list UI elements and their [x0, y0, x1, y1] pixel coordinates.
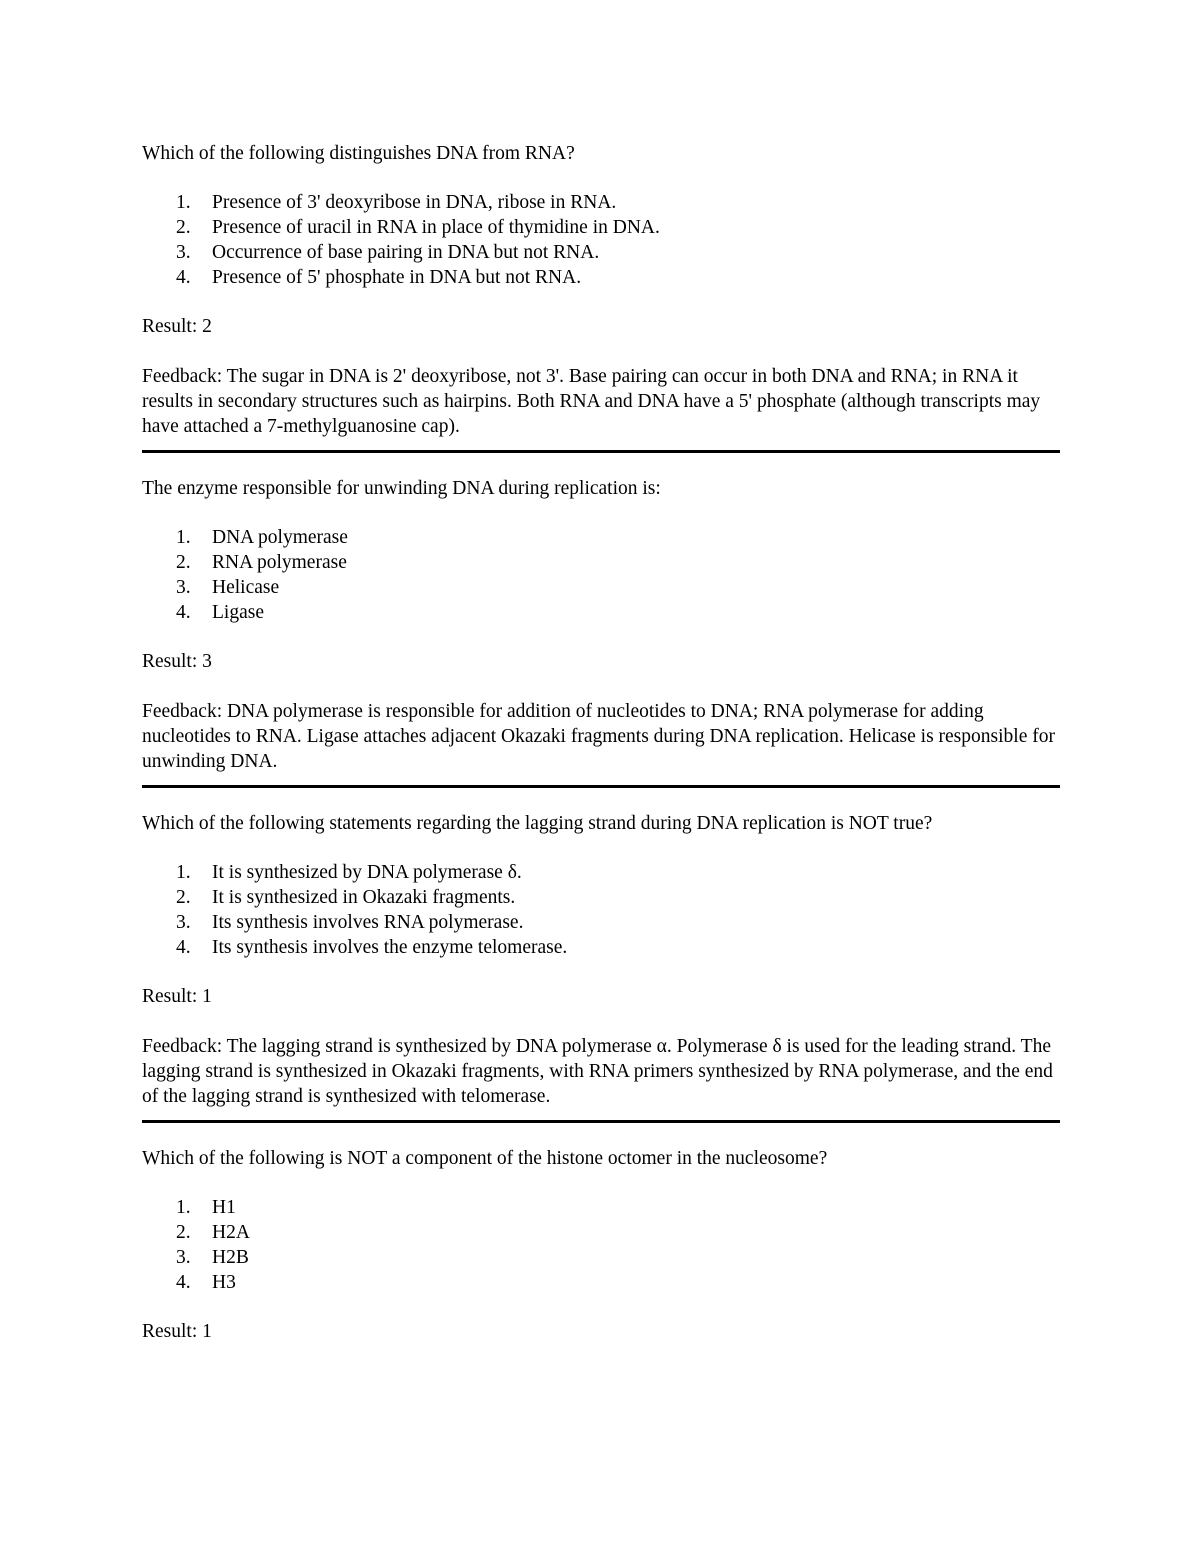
option-number: 2. — [176, 887, 191, 908]
option-text: It is synthesized in Okazaki fragments. — [212, 887, 516, 908]
question-text: The enzyme responsible for unwinding DNA during replication is: — [142, 478, 661, 499]
option-text: Presence of 3' deoxyribose in DNA, ribose in RNA. — [212, 192, 617, 213]
answer-option — [142, 1270, 1060, 1295]
option-text: Helicase — [212, 577, 280, 598]
feedback-text: Feedback: DNA polymerase is responsible for addition of nucleotides to DNA; RNA polymerase for adding nucleotides to RNA. Ligase attaches adjacent Okazaki fragments during DNA replication. Helicase is responsible for unwinding DNA. — [142, 701, 1055, 772]
answer-options — [142, 190, 1060, 290]
option-number: 2. — [176, 217, 191, 238]
answer-option — [142, 885, 1060, 910]
question-text: Which of the following statements regarding the lagging strand during DNA replication is NOT true? — [142, 813, 933, 834]
option-text: Presence of 5' phosphate in DNA but not RNA. — [212, 267, 582, 288]
option-number: 3. — [176, 1247, 191, 1268]
option-number: 4. — [176, 1272, 191, 1293]
option-text: Its synthesis involves the enzyme telomerase. — [212, 937, 568, 958]
option-text: Ligase — [212, 602, 264, 623]
answer-option — [142, 550, 1060, 575]
answer-option — [142, 240, 1060, 265]
answer-option — [142, 1245, 1060, 1270]
answer-option — [142, 265, 1060, 290]
option-number: 2. — [176, 552, 191, 573]
option-text: H2A — [212, 1222, 250, 1243]
answer-option — [142, 215, 1060, 240]
question-text: Which of the following distinguishes DNA from RNA? — [142, 143, 575, 164]
answer-options — [142, 525, 1060, 625]
option-number: 4. — [176, 267, 191, 288]
feedback-text: Feedback: The lagging strand is synthesized by DNA polymerase α. Polymerase δ is used for the leading strand. The lagging strand is synthesized in Okazaki fragments, with RNA primers synthesized by RNA polymerase, and the end of the lagging strand is synthesized with telomerase. — [142, 1036, 1053, 1107]
section-divider — [142, 785, 1060, 788]
section-divider — [142, 450, 1060, 453]
answer-option — [142, 860, 1060, 885]
option-number: 1. — [176, 862, 191, 883]
option-text: RNA polymerase — [212, 552, 347, 573]
question-1 — [142, 141, 1060, 439]
option-number: 1. — [176, 192, 191, 213]
result-text: Result: 1 — [142, 986, 212, 1007]
option-number: 4. — [176, 602, 191, 623]
result-text: Result: 1 — [142, 1321, 212, 1342]
option-number: 1. — [176, 1197, 191, 1218]
feedback-text: Feedback: The sugar in DNA is 2' deoxyribose, not 3'. Base pairing can occur in both DNA and RNA; in RNA it results in secondary structures such as hairpins. Both RNA and DNA have a 5' phosphate (although transcripts may have attached a 7-methylguanosine cap). — [142, 366, 1041, 437]
result-text: Result: 3 — [142, 651, 212, 672]
question-2 — [142, 476, 1060, 774]
answer-option — [142, 575, 1060, 600]
answer-option — [142, 600, 1060, 625]
answer-option — [142, 190, 1060, 215]
answer-option — [142, 525, 1060, 550]
answer-option — [142, 1195, 1060, 1220]
question-3 — [142, 811, 1060, 1109]
answer-option — [142, 935, 1060, 960]
document-page — [142, 141, 1060, 1369]
answer-option — [142, 910, 1060, 935]
section-divider — [142, 1120, 1060, 1123]
option-number: 2. — [176, 1222, 191, 1243]
option-text: H2B — [212, 1247, 249, 1268]
option-number: 3. — [176, 912, 191, 933]
option-text: H1 — [212, 1197, 236, 1218]
option-text: Presence of uracil in RNA in place of thymidine in DNA. — [212, 217, 660, 238]
option-text: DNA polymerase — [212, 527, 348, 548]
question-text: Which of the following is NOT a component of the histone octomer in the nucleosome? — [142, 1148, 828, 1169]
result-text: Result: 2 — [142, 316, 212, 337]
answer-options — [142, 1195, 1060, 1295]
option-number: 3. — [176, 242, 191, 263]
option-number: 3. — [176, 577, 191, 598]
question-4 — [142, 1146, 1060, 1344]
option-number: 4. — [176, 937, 191, 958]
option-number: 1. — [176, 527, 191, 548]
option-text: H3 — [212, 1272, 236, 1293]
answer-option — [142, 1220, 1060, 1245]
option-text: It is synthesized by DNA polymerase δ. — [212, 862, 522, 883]
answer-options — [142, 860, 1060, 960]
option-text: Occurrence of base pairing in DNA but not RNA. — [212, 242, 600, 263]
option-text: Its synthesis involves RNA polymerase. — [212, 912, 524, 933]
